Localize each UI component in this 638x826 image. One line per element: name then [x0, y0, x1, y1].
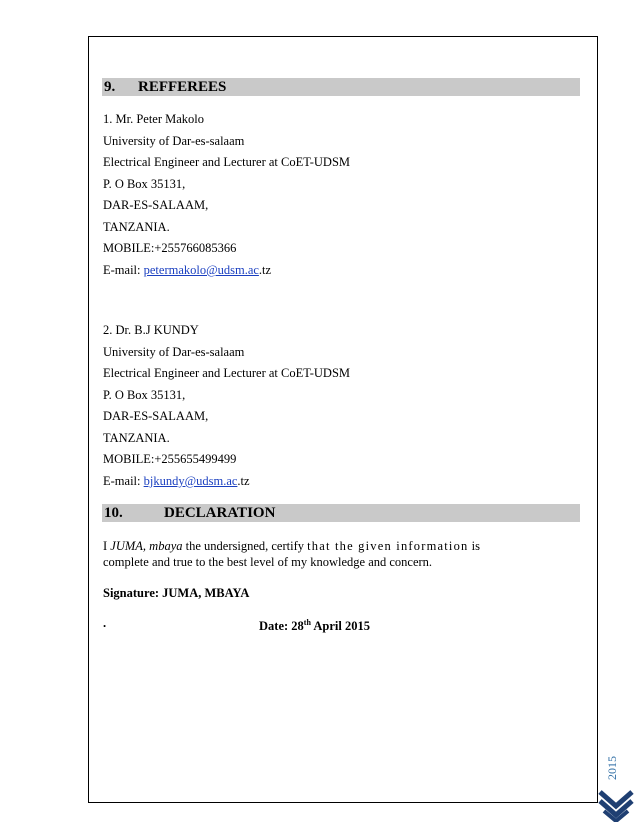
referee-1-email — [103, 262, 271, 278]
date — [259, 615, 370, 634]
referee-1-email-link[interactable]: petermakolo@udsm.ac — [143, 263, 259, 277]
declaration-heading — [102, 504, 580, 522]
declaration-line-2: complete and true to the best level of my knowledge and concern. — [103, 555, 433, 569]
declaration-heading-title: DECLARATION — [164, 505, 276, 521]
referee-1-box: P. O Box 35131, — [103, 177, 186, 191]
chevron-down-icon — [598, 786, 634, 822]
referee-2-role: Electrical Engineer and Lecturer at CoET-UDSM — [103, 366, 351, 380]
referee-1-name: 1. Mr. Peter Makolo — [103, 112, 205, 126]
referee-2-email-label: E-mail: — [103, 474, 144, 488]
referee-2-institution: University of Dar-es-salaam — [103, 345, 245, 359]
declaration-spaced: that the given information — [307, 539, 469, 553]
referee-2-country: TANZANIA. — [103, 431, 170, 445]
declaration-name: JUMA, mbaya — [110, 539, 183, 553]
referee-2-city: DAR-ES-SALAAM, — [103, 409, 209, 423]
referee-1-email-suffix: .tz — [258, 263, 272, 277]
signature: Signature: JUMA, MBAYA — [103, 586, 250, 600]
referee-1-institution: University of Dar-es-salaam — [103, 134, 245, 148]
referee-2-mobile: MOBILE:+255655499499 — [103, 452, 237, 466]
declaration-heading-number: 10. — [104, 505, 123, 521]
referee-1-mobile: MOBILE:+255766085366 — [103, 241, 237, 255]
date-sup: th — [303, 618, 311, 627]
referee-2-name: 2. Dr. B.J KUNDY — [103, 323, 199, 337]
date-suffix: April 2015 — [310, 619, 370, 634]
referee-2-box: P. O Box 35131, — [103, 388, 186, 402]
referee-2-email — [103, 473, 250, 489]
declaration-prefix: I — [103, 539, 111, 553]
date-prefix: Date: 28 — [259, 619, 304, 634]
referees-heading — [102, 78, 580, 96]
referee-1-email-label: E-mail: — [103, 263, 144, 277]
dot-marker: . — [103, 616, 107, 630]
referee-2-email-link[interactable]: bjkundy@udsm.ac — [143, 474, 238, 488]
referee-1-city: DAR-ES-SALAAM, — [103, 198, 209, 212]
referee-1-role: Electrical Engineer and Lecturer at CoET-UDSM — [103, 155, 351, 169]
referee-1-country: TANZANIA. — [103, 220, 170, 234]
footer-year: 2015 — [605, 756, 619, 780]
referees-heading-number: 9. — [104, 79, 116, 95]
declaration-line-1 — [103, 538, 480, 554]
declaration-mid: the undersigned, certify — [182, 539, 308, 553]
referees-heading-title: REFFEREES — [138, 79, 227, 95]
referee-2-email-suffix: .tz — [237, 474, 250, 488]
declaration-end: is — [468, 539, 480, 553]
